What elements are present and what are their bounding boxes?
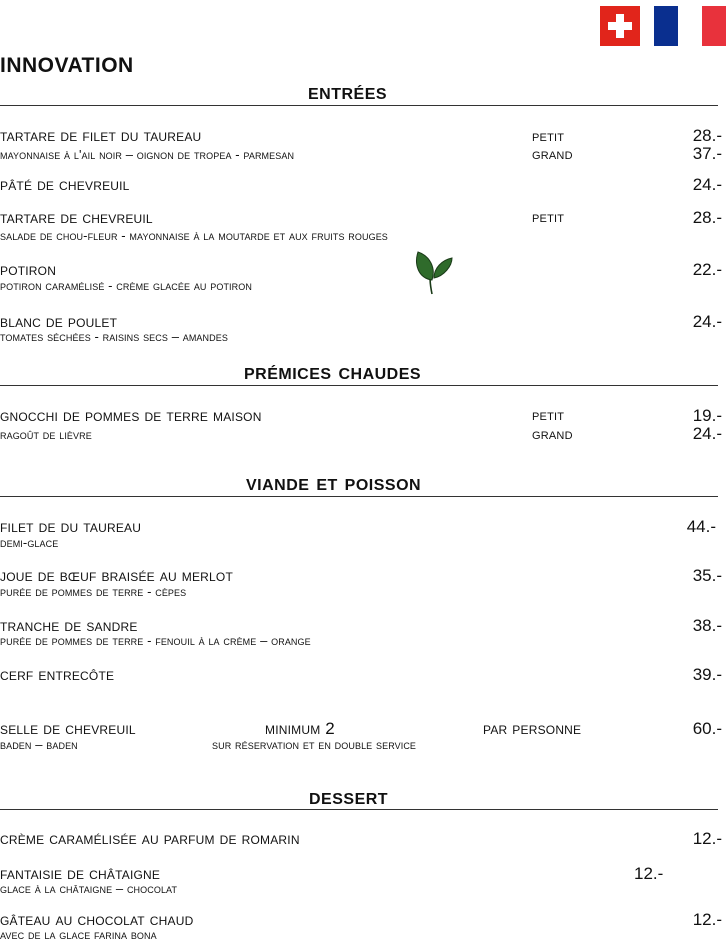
- item-name: crème caramélisée au parfum de romarin: [0, 829, 300, 848]
- item-price: 24.-: [692, 312, 722, 331]
- item-price: 19.-: [692, 406, 722, 425]
- item-name: potiron: [0, 260, 57, 279]
- item-price: 37.-: [692, 144, 722, 163]
- portion-size: grand: [532, 426, 573, 443]
- section-divider: [0, 105, 718, 106]
- item-description: tomates séchées - raisins secs – amandes: [0, 329, 228, 344]
- portion-size: petit: [532, 407, 565, 424]
- section-divider: [0, 496, 718, 497]
- item-description: purée de pommes de terre - cèpes: [0, 584, 187, 599]
- item-name: gâteau au chocolat chaud: [0, 910, 194, 929]
- section-divider: [0, 385, 718, 386]
- item-name: tranche de sandre: [0, 616, 138, 635]
- item-price: 24.-: [692, 175, 722, 194]
- item-price: 28.-: [692, 208, 722, 227]
- item-description: ragoût de lièvre: [0, 427, 92, 442]
- item-description: avec de la glace farina bona: [0, 927, 157, 942]
- item-price: 60.-: [692, 719, 722, 738]
- item-price: 24.-: [692, 424, 722, 443]
- item-price: 38.-: [692, 616, 722, 635]
- item-name: joue de bœuf braisée au merlot: [0, 566, 233, 585]
- item-price: 44.-: [686, 517, 716, 536]
- item-name: selle de chevreuil: [0, 719, 136, 738]
- menu-title: innovation: [0, 46, 134, 79]
- portion-size: petit: [532, 209, 565, 226]
- item-description: potiron caramélisé - crème glacée au potiron: [0, 278, 252, 293]
- france-flag-icon[interactable]: [654, 6, 726, 46]
- item-description: demi-glace: [0, 535, 59, 550]
- item-description: baden – baden: [0, 737, 78, 752]
- item-price: 22.-: [692, 260, 722, 279]
- portion-size: grand: [532, 146, 573, 163]
- item-name: tartare de chevreuil: [0, 208, 153, 227]
- item-price: 39.-: [692, 665, 722, 684]
- item-description: salade de chou-fleur - mayonnaise à la moutarde et aux fruits rouges: [0, 228, 388, 243]
- item-price: 12.-: [692, 829, 722, 848]
- item-name: cerf entrecôte: [0, 665, 115, 684]
- item-price: 35.-: [692, 566, 722, 585]
- per-person-note: par personne: [483, 719, 582, 738]
- portion-size: petit: [532, 128, 565, 145]
- item-description: mayonnaise à l'ail noir – oignon de tropea - parmesan: [0, 147, 295, 162]
- swiss-flag-icon[interactable]: [600, 6, 640, 46]
- section-viande-heading: viande et poisson: [246, 469, 422, 495]
- section-dessert-heading: dessert: [309, 783, 389, 809]
- item-price: 12.-: [634, 864, 664, 883]
- item-name: blanc de poulet: [0, 312, 118, 331]
- reservation-note: sur réservation et en double service: [212, 737, 417, 752]
- item-name: fantaisie de châtaigne: [0, 864, 161, 883]
- item-description: glace à la châtaigne – chocolat: [0, 881, 178, 896]
- item-name: pâté de chevreuil: [0, 175, 130, 194]
- section-entrees-heading: entrées: [308, 78, 388, 104]
- vegetarian-leaf-icon: [414, 250, 454, 298]
- section-divider: [0, 809, 718, 810]
- item-name: filet de du taureau: [0, 517, 142, 536]
- minimum-note: minimum 2: [265, 719, 335, 738]
- item-price: 28.-: [692, 126, 722, 145]
- section-premices-heading: prémices chaudes: [244, 358, 422, 384]
- item-name: tartare de filet du taureau: [0, 126, 202, 145]
- item-description: purée de pommes de terre - fenouil à la crème – orange: [0, 633, 311, 648]
- item-price: 12.-: [692, 910, 722, 929]
- item-name: gnocchi de pommes de terre maison: [0, 406, 262, 425]
